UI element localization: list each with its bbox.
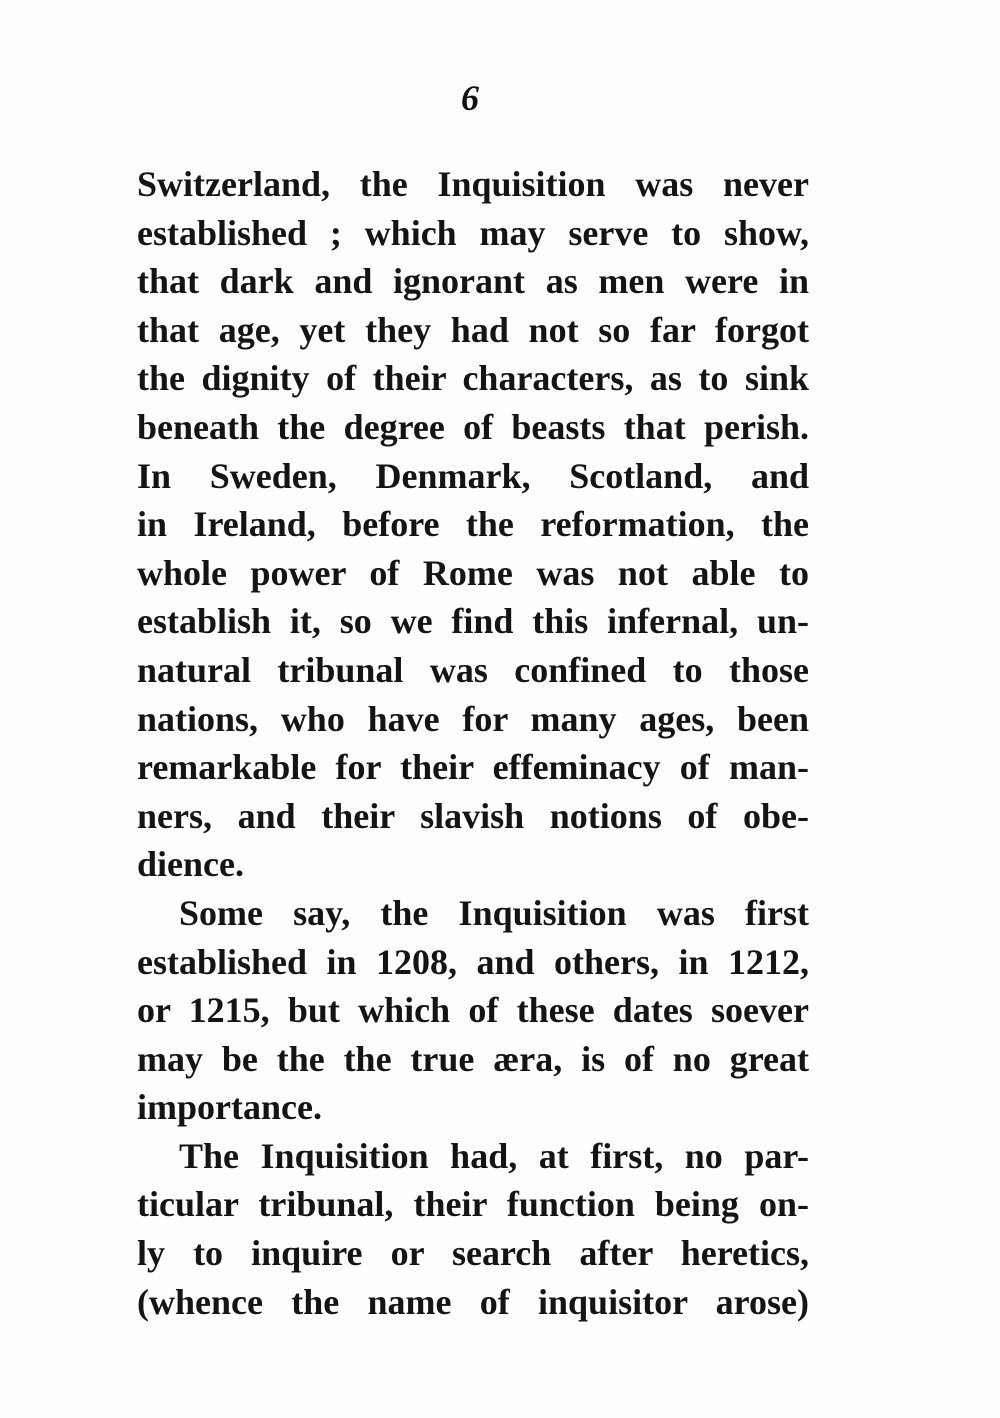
text-line: In Sweden, Denmark, Scotland, and [137, 455, 809, 496]
text-line: ly to inquire or search after heretics, [137, 1233, 809, 1274]
text-line: natural tribunal was confined to those [137, 649, 809, 690]
text-line: or 1215, but which of these dates soever [137, 990, 809, 1031]
text-line: whole power of Rome was not able to [137, 552, 809, 593]
text-line: may be the the true æra, is of no great [137, 1038, 809, 1079]
text-line: established in 1208, and others, in 1212, [137, 941, 809, 982]
text-line: The Inquisition had, at first, no par- [179, 1135, 809, 1176]
text-line: that age, yet they had not so far forgot [137, 309, 809, 350]
text-line: established ; which may serve to show, [137, 212, 809, 253]
text-line: in Ireland, before the reformation, the [137, 504, 809, 545]
text-line: Switzerland, the Inquisition was never [137, 164, 809, 204]
text-line: nations, who have for many ages, been [137, 698, 809, 739]
text-line: (whence the name of inquisitor arose) [137, 1281, 809, 1322]
text-line: establish it, so we find this infernal, un- [137, 601, 809, 642]
text-line: ticular tribunal, their function being on- [137, 1184, 809, 1225]
text-line: ners, and their slavish notions of obe- [137, 795, 809, 836]
text-line: remarkable for their effeminacy of man- [137, 747, 809, 788]
text-line: the dignity of their characters, as to sink [137, 358, 809, 399]
text-line: dience. [137, 844, 244, 885]
text-line: Some say, the Inquisition was first [179, 892, 809, 933]
body-text [137, 160, 809, 1326]
text-line: beneath the degree of beasts that perish. [137, 406, 809, 447]
page-number: 6 [461, 78, 479, 118]
text-line: that dark and ignorant as men were in [137, 261, 809, 302]
text-line: importance. [137, 1087, 322, 1128]
